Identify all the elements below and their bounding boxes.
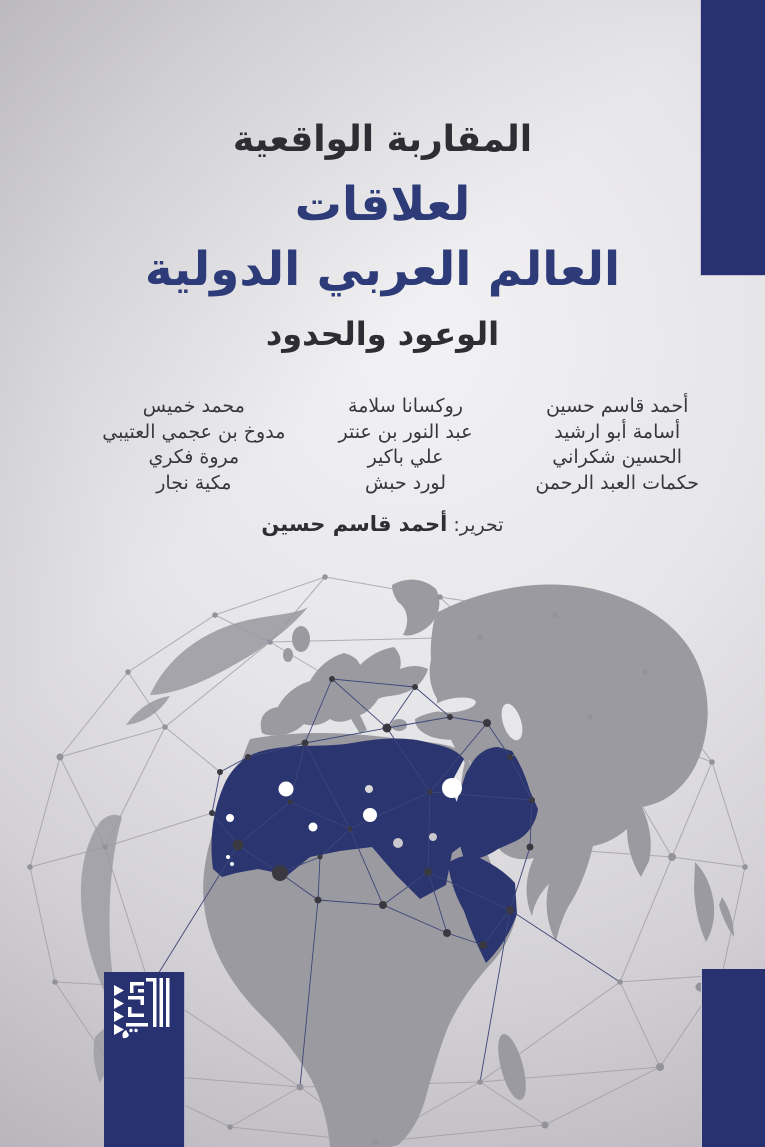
editor-name: أحمد قاسم حسين xyxy=(261,512,448,536)
publisher-logo xyxy=(104,972,185,1147)
authors-column-right xyxy=(511,394,723,496)
editor-line xyxy=(0,509,765,540)
title-line-3: العالم العربي الدولية xyxy=(144,242,621,297)
arab-center-logo-mark xyxy=(104,972,184,1147)
editor-label: تحرير: xyxy=(453,514,504,536)
kufic-logo-glyphs xyxy=(114,978,170,1038)
bottom-right-accent-band xyxy=(701,969,765,1147)
authors-column-left xyxy=(88,394,300,496)
author-name: عبد النور بن عنتر xyxy=(338,420,473,443)
author-name: لورد حبش xyxy=(365,471,446,494)
authors-column-middle xyxy=(300,394,512,496)
author-name: روكسانا سلامة xyxy=(348,395,463,417)
author-name: أسامة أبو ارشيد xyxy=(554,420,681,443)
top-right-accent-band xyxy=(700,0,765,276)
author-name: مدوخ بن عجمي العتيبي xyxy=(102,420,286,443)
author-name: حكمات العبد الرحمن xyxy=(535,471,699,494)
author-name: الحسين شكراني xyxy=(552,446,683,468)
author-name: مروة فكري xyxy=(148,446,240,468)
authors-list xyxy=(88,394,723,496)
author-name: محمد خميس xyxy=(142,395,245,417)
title-line-1: المقاربة الواقعية xyxy=(232,119,533,160)
title-line-2: لعلاقات xyxy=(294,177,471,232)
author-name: علي باكير xyxy=(367,446,444,468)
subtitle: الوعود والحدود xyxy=(265,315,500,353)
author-name: مكية نجار xyxy=(156,471,232,494)
author-name: أحمد قاسم حسين xyxy=(545,395,689,417)
